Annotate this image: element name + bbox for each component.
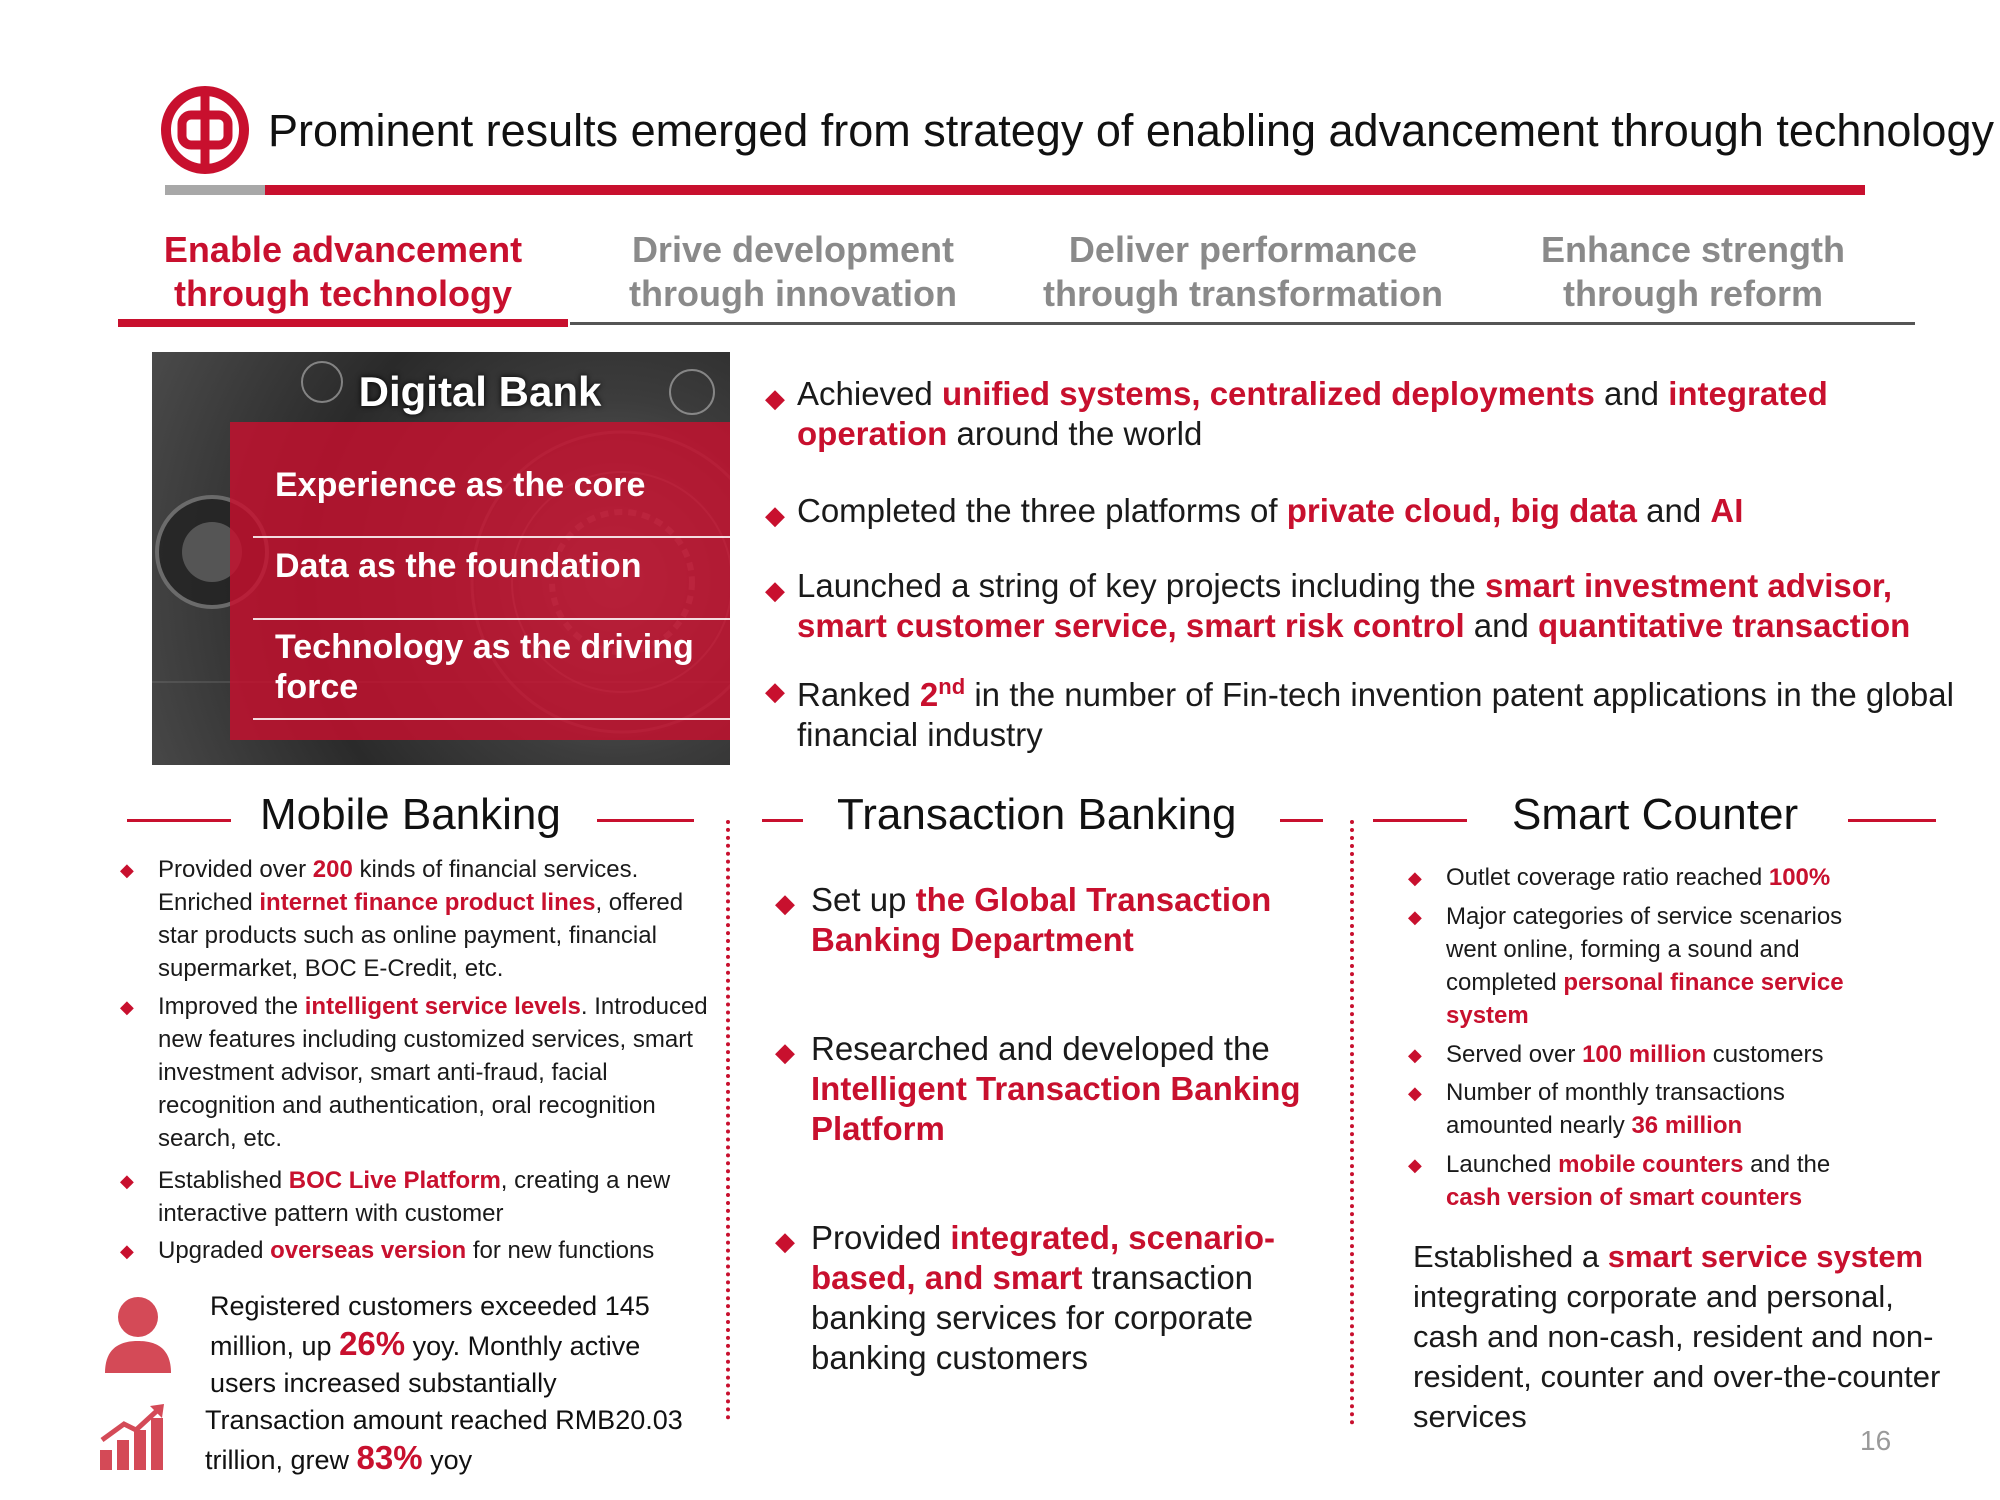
smart-counter-bullet: ◆ Major categories of service scenarios went online, forming a sound and completed personal finance service system <box>1408 903 1844 1029</box>
smart-counter-bullet: ◆ Launched mobile counters and the cash version of smart counters <box>1408 1151 1831 1211</box>
mobile-banking-bullet: ◆ Upgraded overseas version for new functions <box>120 1234 720 1267</box>
transaction-banking-rule-left <box>762 819 803 822</box>
diamond-bullet-icon: ◆ <box>120 1171 134 1191</box>
diamond-bullet-icon: ◆ <box>775 888 795 918</box>
transaction-banking-heading: Transaction Banking <box>837 790 1237 839</box>
smart-counter-bullet: ◆ Number of monthly transactions amounted nearly 36 million <box>1408 1079 1785 1139</box>
tab-deliver-performance[interactable]: Deliver performance through transformation <box>1043 229 1443 314</box>
smart-counter-bullet: ◆ Outlet coverage ratio reached 100% <box>1408 861 1928 894</box>
page-number: 16 <box>1860 1425 1892 1456</box>
digital-bank-item-technology: Technology as the driving force <box>275 628 694 706</box>
transaction-amount-stat: Transaction amount reached RMB20.03 trillion, grew 83% yoy <box>205 1405 683 1476</box>
highlight-bullet: ◆ Launched a string of key projects including the smart investment advisor, smart customer service, smart risk control and quantitative transaction <box>765 567 1911 644</box>
column-divider <box>1350 820 1354 1425</box>
mobile-banking-heading: Mobile Banking <box>260 790 561 839</box>
diamond-bullet-icon: ◆ <box>120 860 134 880</box>
diamond-bullet-icon: ◆ <box>1408 1155 1422 1175</box>
boc-logo <box>160 85 250 175</box>
user-icon <box>103 1295 173 1375</box>
highlight-bullet: ◆ Completed the three platforms of private cloud, big data and AI <box>765 491 1965 531</box>
smart-counter-rule-left <box>1373 819 1467 822</box>
highlight-bullet: ◆ Ranked 2nd in the number of Fin-tech invention patent applications in the global financial industry <box>765 667 1965 755</box>
mobile-banking-rule-right <box>597 819 694 822</box>
smart-counter-summary: Established a smart service system integrating corporate and personal, cash and non-cash, resident and non-resident, counter and over-the-counter services <box>1413 1239 1941 1434</box>
digital-bank-item-experience: Experience as the core <box>275 466 646 504</box>
diamond-bullet-icon: ◆ <box>775 1037 795 1067</box>
digital-bank-title: Digital Bank <box>358 368 602 415</box>
mobile-banking-bullet: ◆ Provided over 200 kinds of financial services. Enriched internet finance product lines, offered star products such as online payment, financial supermarket, BOC E-Credit, etc. <box>120 856 684 982</box>
transaction-banking-rule-right <box>1280 819 1323 822</box>
title-underline-grey <box>165 185 265 195</box>
page-title: Prominent results emerged from strategy of enabling advancement through technology <box>268 105 1994 156</box>
tab-enable-advancement[interactable]: Enable advancement through technology <box>163 229 523 314</box>
digital-bank-item-data: Data as the foundation <box>275 547 642 585</box>
diamond-bullet-icon: ◆ <box>1408 868 1422 888</box>
mobile-banking-rule-left <box>127 819 231 822</box>
diamond-bullet-icon: ◆ <box>775 1226 795 1256</box>
title-underline-red <box>265 185 1865 195</box>
digital-bank-divider <box>253 618 730 620</box>
diamond-bullet-icon: ◆ <box>765 500 785 530</box>
diamond-bullet-icon: ◆ <box>1408 907 1422 927</box>
diamond-bullet-icon: ◆ <box>120 997 134 1017</box>
registered-customers-stat: Registered customers exceeded 145 million, up 26% yoy. Monthly active users increased substantially <box>210 1291 650 1398</box>
digital-bank-divider <box>253 536 730 538</box>
smart-counter-heading: Smart Counter <box>1512 790 1799 839</box>
transaction-banking-bullet: ◆ Provided integrated, scenario-based, and smart transaction banking services for corporate banking customers <box>775 1219 1276 1376</box>
tab-divider <box>570 322 1915 325</box>
mobile-banking-bullet: ◆ Improved the intelligent service levels. Introduced new features including customized services, smart investment advisor, smart anti-fraud, facial recognition and authentication, oral recognition search, etc. <box>120 993 708 1152</box>
diamond-bullet-icon: ◆ <box>120 1241 134 1261</box>
transaction-banking-bullet: ◆ Set up the Global Transaction Banking Department <box>775 881 1272 958</box>
diamond-bullet-icon: ◆ <box>1408 1083 1422 1103</box>
active-tab-indicator <box>118 319 568 327</box>
highlight-bullet: ◆ Achieved unified systems, centralized deployments and integrated operation around the world <box>765 375 1828 452</box>
transaction-banking-bullet: ◆ Researched and developed the Intelligent Transaction Banking Platform <box>775 1030 1301 1147</box>
tab-enhance-strength[interactable]: Enhance strength through reform <box>1540 229 1846 314</box>
bar-chart-growth-icon <box>98 1400 170 1472</box>
column-divider <box>726 820 730 1420</box>
digital-bank-divider <box>253 718 730 720</box>
diamond-bullet-icon: ◆ <box>765 383 785 413</box>
mobile-banking-bullet: ◆ Established BOC Live Platform, creating a new interactive pattern with customer <box>120 1167 671 1227</box>
tab-drive-development[interactable]: Drive development through innovation <box>629 229 957 314</box>
diamond-bullet-icon: ◆ <box>765 575 785 605</box>
diamond-bullet-icon: ◆ <box>765 676 785 706</box>
diamond-bullet-icon: ◆ <box>1408 1045 1422 1065</box>
smart-counter-bullet: ◆ Served over 100 million customers <box>1408 1038 1928 1071</box>
smart-counter-rule-right <box>1848 819 1936 822</box>
